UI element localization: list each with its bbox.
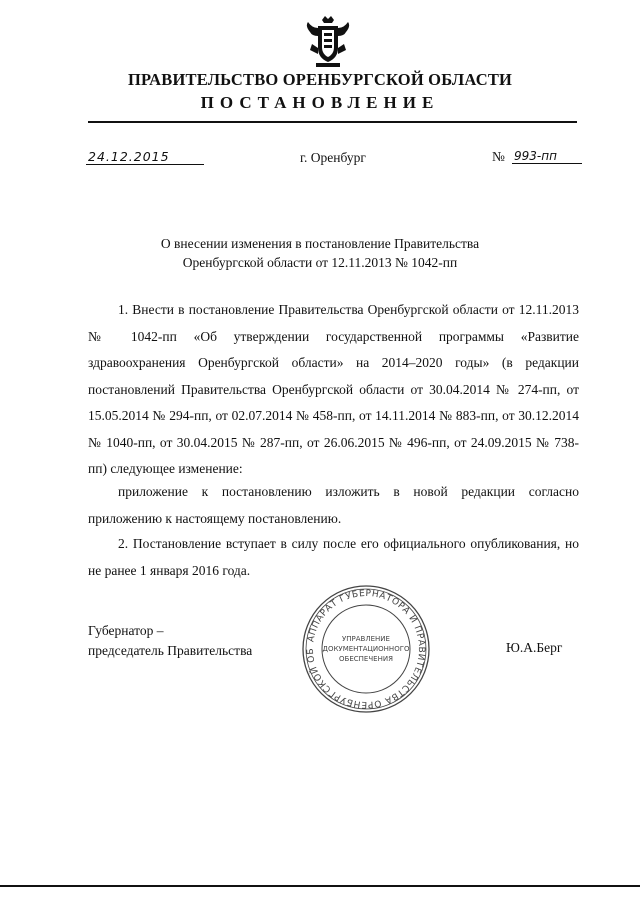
signatory-name: Ю.А.Берг — [506, 640, 563, 655]
stamp-outer-text: АППАРАТ ГУБЕРНАТОРА И ПРАВИТЕЛЬСТВА ОРЕНБУРГСКОЙ ОБ — [305, 588, 427, 710]
stamp-inner-line-2: ДОКУМЕНТАЦИОННОГО — [322, 645, 410, 653]
coat-of-arms-icon — [302, 14, 354, 70]
header-divider — [88, 121, 577, 123]
document-subject — [0, 234, 640, 272]
stamp-inner-line-1: УПРАВЛЕНИЕ — [342, 635, 390, 643]
subject-line-1: О внесении изменения в постановление Правительства — [160, 236, 480, 251]
paragraph-1-text: 1. Внести в постановление Правительства Оренбургской области от 12.11.2013 № 1042-пп «Об утверждении государственной программы «Развитие здравоохранения Оренбургской области» на 2014–2020 годы» (в редакции постановлений Правительства Оренбургской области от 30.04.2014 № 274-пп, от 15.05.2014 № 294-пп, от 02.07.2014 № 458-пп, от 14.11.2014 № 883-пп, от 30.12.2014 № 1040-пп, от 30.04.2015 № 287-пп, от 26.06.2015 № 496-пп, от 24.09.2015 № 738-пп) следующее изменение: — [88, 302, 579, 476]
paragraph-3-text: 2. Постановление вступает в силу после его официального опубликования, но не ранее 1 января 2016 года. — [88, 536, 579, 578]
page-bottom-border — [0, 885, 640, 887]
subject-line-2: Оренбургской области от 12.11.2013 № 1042-пп — [182, 255, 458, 270]
organization-title: ПРАВИТЕЛЬСТВО ОРЕНБУРГСКОЙ ОБЛАСТИ — [127, 70, 513, 89]
signatory-position — [88, 621, 252, 660]
number-sign: № — [492, 149, 505, 164]
document-date: 24.12.2015 — [86, 149, 204, 165]
document-type: ПОСТАНОВЛЕНИЕ — [200, 93, 440, 112]
position-line-1: Губернатор – — [88, 623, 164, 638]
body-paragraph-2 — [88, 479, 579, 532]
paragraph-2-text: приложение к постановлению изложить в новой редакции согласно приложению к настоящему постановлению. — [88, 484, 579, 526]
body-paragraph-3 — [88, 531, 579, 584]
document-city: г. Оренбург — [300, 150, 366, 165]
document-number: 993-пп — [512, 149, 582, 164]
position-line-2: председатель Правительства — [88, 642, 253, 658]
body-paragraph-1 — [88, 297, 579, 483]
official-stamp — [300, 583, 432, 715]
stamp-inner-line-3: ОБЕСПЕЧЕНИЯ — [339, 655, 393, 663]
